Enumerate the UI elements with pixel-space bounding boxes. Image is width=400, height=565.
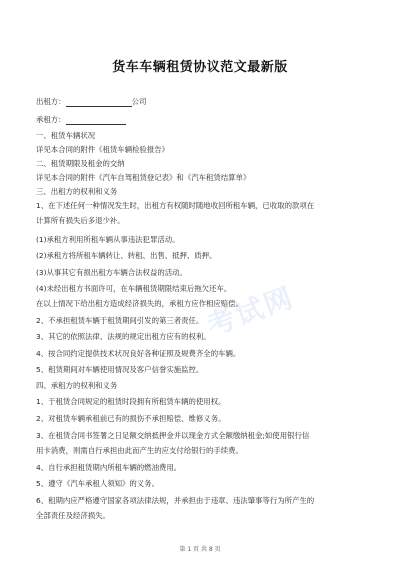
- body-line: 4、自行承担租赁期内所租车辆的燃油费用。: [36, 463, 182, 472]
- body-line: 5、租赁期间对车辆使用情况及客户信誉实施监控。: [36, 365, 204, 374]
- body-line: 三、出租方的权利和义务: [36, 187, 118, 196]
- body-line: 3、在租赁合同书签署之日足额交纳抵押金并以现金方式全额缴纳租金;如使用银行信: [36, 431, 310, 440]
- body-line: 1、于租赁合同规定的租赁时段拥有所租赁车辆的使用权。: [36, 397, 226, 406]
- body-line: 3、其它的依照法律、法规的规定出租方应有的权利。: [36, 332, 211, 341]
- body-line: 一、租赁车辆状况: [36, 131, 96, 140]
- body-line: 计算所有损失后多退少补。: [36, 216, 125, 225]
- body-line: 四、承租方的权利和义务: [36, 381, 118, 390]
- body-line: 全部责任及经济损失。: [36, 511, 110, 520]
- body-line: 用卡消费，则需自行承担由此而产生的应支付给银行的手续费。: [36, 446, 243, 455]
- lessor-blank: [66, 98, 132, 107]
- lessee-label: 承租方：: [36, 115, 66, 124]
- body-line: 详见本合同的附件《租赁车辆检验报告》: [36, 145, 170, 154]
- body-line: 2、不承担租赁车辆于租赁期间引发的第三者责任。: [36, 316, 204, 325]
- body-line: 5、遵守《汽车承租人须知》的义务。: [36, 479, 159, 488]
- body-line: 2、对租赁车辆承租前已有的损伤不承担赔偿、维修义务。: [36, 414, 226, 423]
- body-line: 在以上情况下给出租方造成经济损失的，承租方应作相应赔偿。: [36, 299, 243, 308]
- body-line: (2)承租方将所租车辆转让、转租、出售、抵押、质押。: [36, 251, 217, 260]
- body-line: 详见本合同的附件《汽车自驾租赁登记表》和《汽车租赁结算单》: [36, 173, 251, 182]
- body-line: 1、在下述任何一种情况发生时，出租方有权随时随地收回所租车辆，已收取的款项在: [36, 201, 315, 210]
- body-line: (1)承租方利用所租车辆从事违法犯罪活动。: [36, 235, 180, 244]
- document-title: 货车车辆租赁协议范文最新版: [112, 60, 288, 75]
- page-footer: 第 1 页 共 8 页: [179, 546, 221, 553]
- lessor-suffix: 公司: [131, 97, 147, 106]
- body-line: 4、按合同约定提供技术状况良好各种证照及规费齐全的车辆。: [36, 349, 241, 358]
- watermark-logo: 考试网: [202, 280, 299, 343]
- lessor-label: 出租方：: [36, 97, 66, 106]
- lessee-blank: [66, 116, 126, 125]
- body-line: (3)从事其它有损出租方车辆合法权益的活动。: [36, 268, 187, 277]
- lessor-line: [36, 97, 146, 107]
- body-line: 二、租赁期限及租金的交纳: [36, 159, 125, 168]
- body-line: (4)未经出租方书面许可，在车辆租赁期限结束后拖欠还车。: [36, 284, 232, 293]
- body-line: 6、租期内应严格遵守国家各项法律法规，并承担由于违章、违法肇事等行为所产生的: [36, 496, 315, 505]
- lessee-line: [36, 115, 126, 125]
